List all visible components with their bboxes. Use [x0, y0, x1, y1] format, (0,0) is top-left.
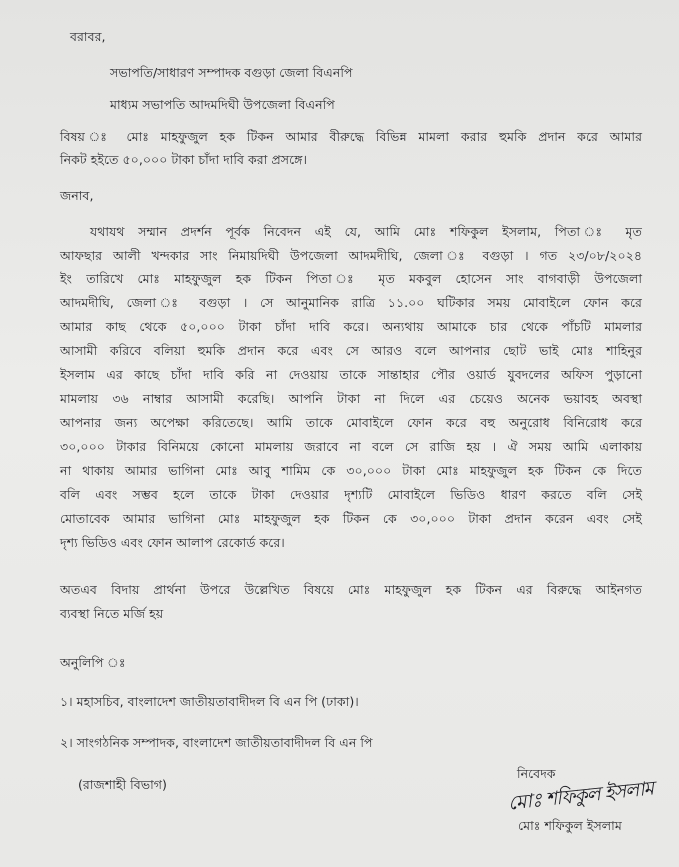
closing-line-1: অতএব বিদায় প্রার্থনা উপরে উল্লেখিত বিষয়ে মোঃ মাহফুজুল হক টিকন এর বিরুদ্ধে আইনগত — [60, 582, 642, 597]
body-line: আসামী করিবে বলিয়া হুমকি প্রদান করে এবং সে আরও বলে আপনার ছোট ভাই মোঃ শাহিনুর — [60, 343, 642, 358]
copy-item-1: ১। মহাসচিব, বাংলাদেশ জাতীয়তাবাদীদল বি এন পি (ঢাকা)। — [60, 694, 359, 709]
copy-item-2: ২। সাংগঠনিক সম্পাদক, বাংলাদেশ জাতীয়তাবাদীদল বি এন পি — [60, 735, 373, 750]
copy-heading: অনুলিপি ঃ — [60, 655, 126, 670]
body-line: মোতাবেক আমার ভাগিনা মোঃ মাহফুজুল হক টিকন কে ৩০,০০০ টাকা প্রদান করেন এবং সেই — [60, 511, 642, 526]
salutation-to: বরাবর, — [70, 29, 106, 44]
copy-item-2-division: (রাজশাহী বিভাগ) — [78, 777, 167, 792]
body-line: বলি এবং সম্ভব হলে তাকে টাকা দেওয়ার দৃশ্যটি মোবাইলে ভিডিও ধারণ করতে বলি সেই — [60, 487, 642, 502]
handwritten-signature: মোঃ শফিকুল ইসলাম — [507, 777, 655, 815]
body-line: আমার কাছ থেকে ৫০,০০০ টাকা চাঁদা দাবি করে। অন্যথায় আমাকে চার থেকে পাঁচটি মামলার — [60, 319, 642, 334]
body-line: আপনার জন্য অপেক্ষা করিতেছে। আমি তাকে মোবাইলে ফোন করে বহু অনুরোধ বিনিরোধ করে — [60, 415, 642, 430]
body-line: ইসলাম এর কাছে চাঁদা দাবি করি না দেওয়ায় তাকে সান্তাহার পৌর ওয়ার্ড যুবদলের অফিস পুড়ানো — [60, 367, 642, 382]
body-line: ইং তারিখে মোঃ মাহফুজুল হক টিকন পিতা ঃ মৃত মকবুল হোসেন সাং বাগবাড়ী উপজেলা — [60, 271, 642, 286]
body-line: যথাযথ সম্মান প্রদর্শন পূর্বক নিবেদন এই যে, আমি মোঃ শফিকুল ইসলাম, পিতা ঃ মৃত — [90, 224, 642, 239]
greeting: জনাব, — [60, 188, 94, 203]
body-line: না থাকায় আমার ভাগিনা মোঃ আবু শামিম কে ৩০,০০০ টাকা মোঃ মাহফুজুল হক টিকন কে দিতে — [60, 463, 642, 478]
body-line: আদমদীঘি, জেলা ঃ বগুড়া । সে আনুমানিক রাত্রি ১১.০০ ঘটিকার সময় মোবাইলে ফোন করে — [60, 295, 642, 310]
body-line: দৃশ্য ভিডিও এবং ফোন আলাপ রেকোর্ড করে। — [60, 535, 285, 550]
signatory-name: মোঃ শফিকুল ইসলাম — [518, 818, 622, 833]
recipient-line-2: মাধ্যম সভাপতি আদমদিঘী উপজেলা বিএনপি — [110, 97, 335, 112]
signoff-label: নিবেদক — [517, 766, 556, 781]
recipient-line-1: সভাপতি/সাধারণ সম্পাদক বগুড়া জেলা বিএনপি — [110, 65, 353, 80]
closing-line-2: ব্যবস্থা নিতে মর্জি হয় — [60, 606, 164, 621]
subject-line-2: নিকট হইতে ৫০,০০০ টাকা চাঁদা দাবি করা প্রসঙ্গে। — [60, 152, 308, 167]
body-line: আফছার আলী খন্দকার সাং নিমায়দিঘী উপজেলা আদমদীঘি, জেলা ঃ বগুড়া । গত ২৩/০৮/২০২৪ — [60, 248, 642, 263]
subject-line-1: বিষয় ঃ মোঃ মাহফুজুল হক টিকন আমার বীরুদ্ধে বিভিন্ন মামলা করার হুমকি প্রদান করে আমার — [60, 129, 642, 144]
body-line: মামলায় ৩৬ নাম্বার আসামী করেছি। আপনি টাকা না দিলে এর চেয়েও অনেক ভয়াবহ অবস্থা — [60, 391, 642, 406]
body-line: ৩০,০০০ টাকার বিনিময়ে কোনো মামলায় জরাবে না বলে সে রাজি হয় । ঐ সময় আমি এলাকায় — [60, 439, 642, 454]
